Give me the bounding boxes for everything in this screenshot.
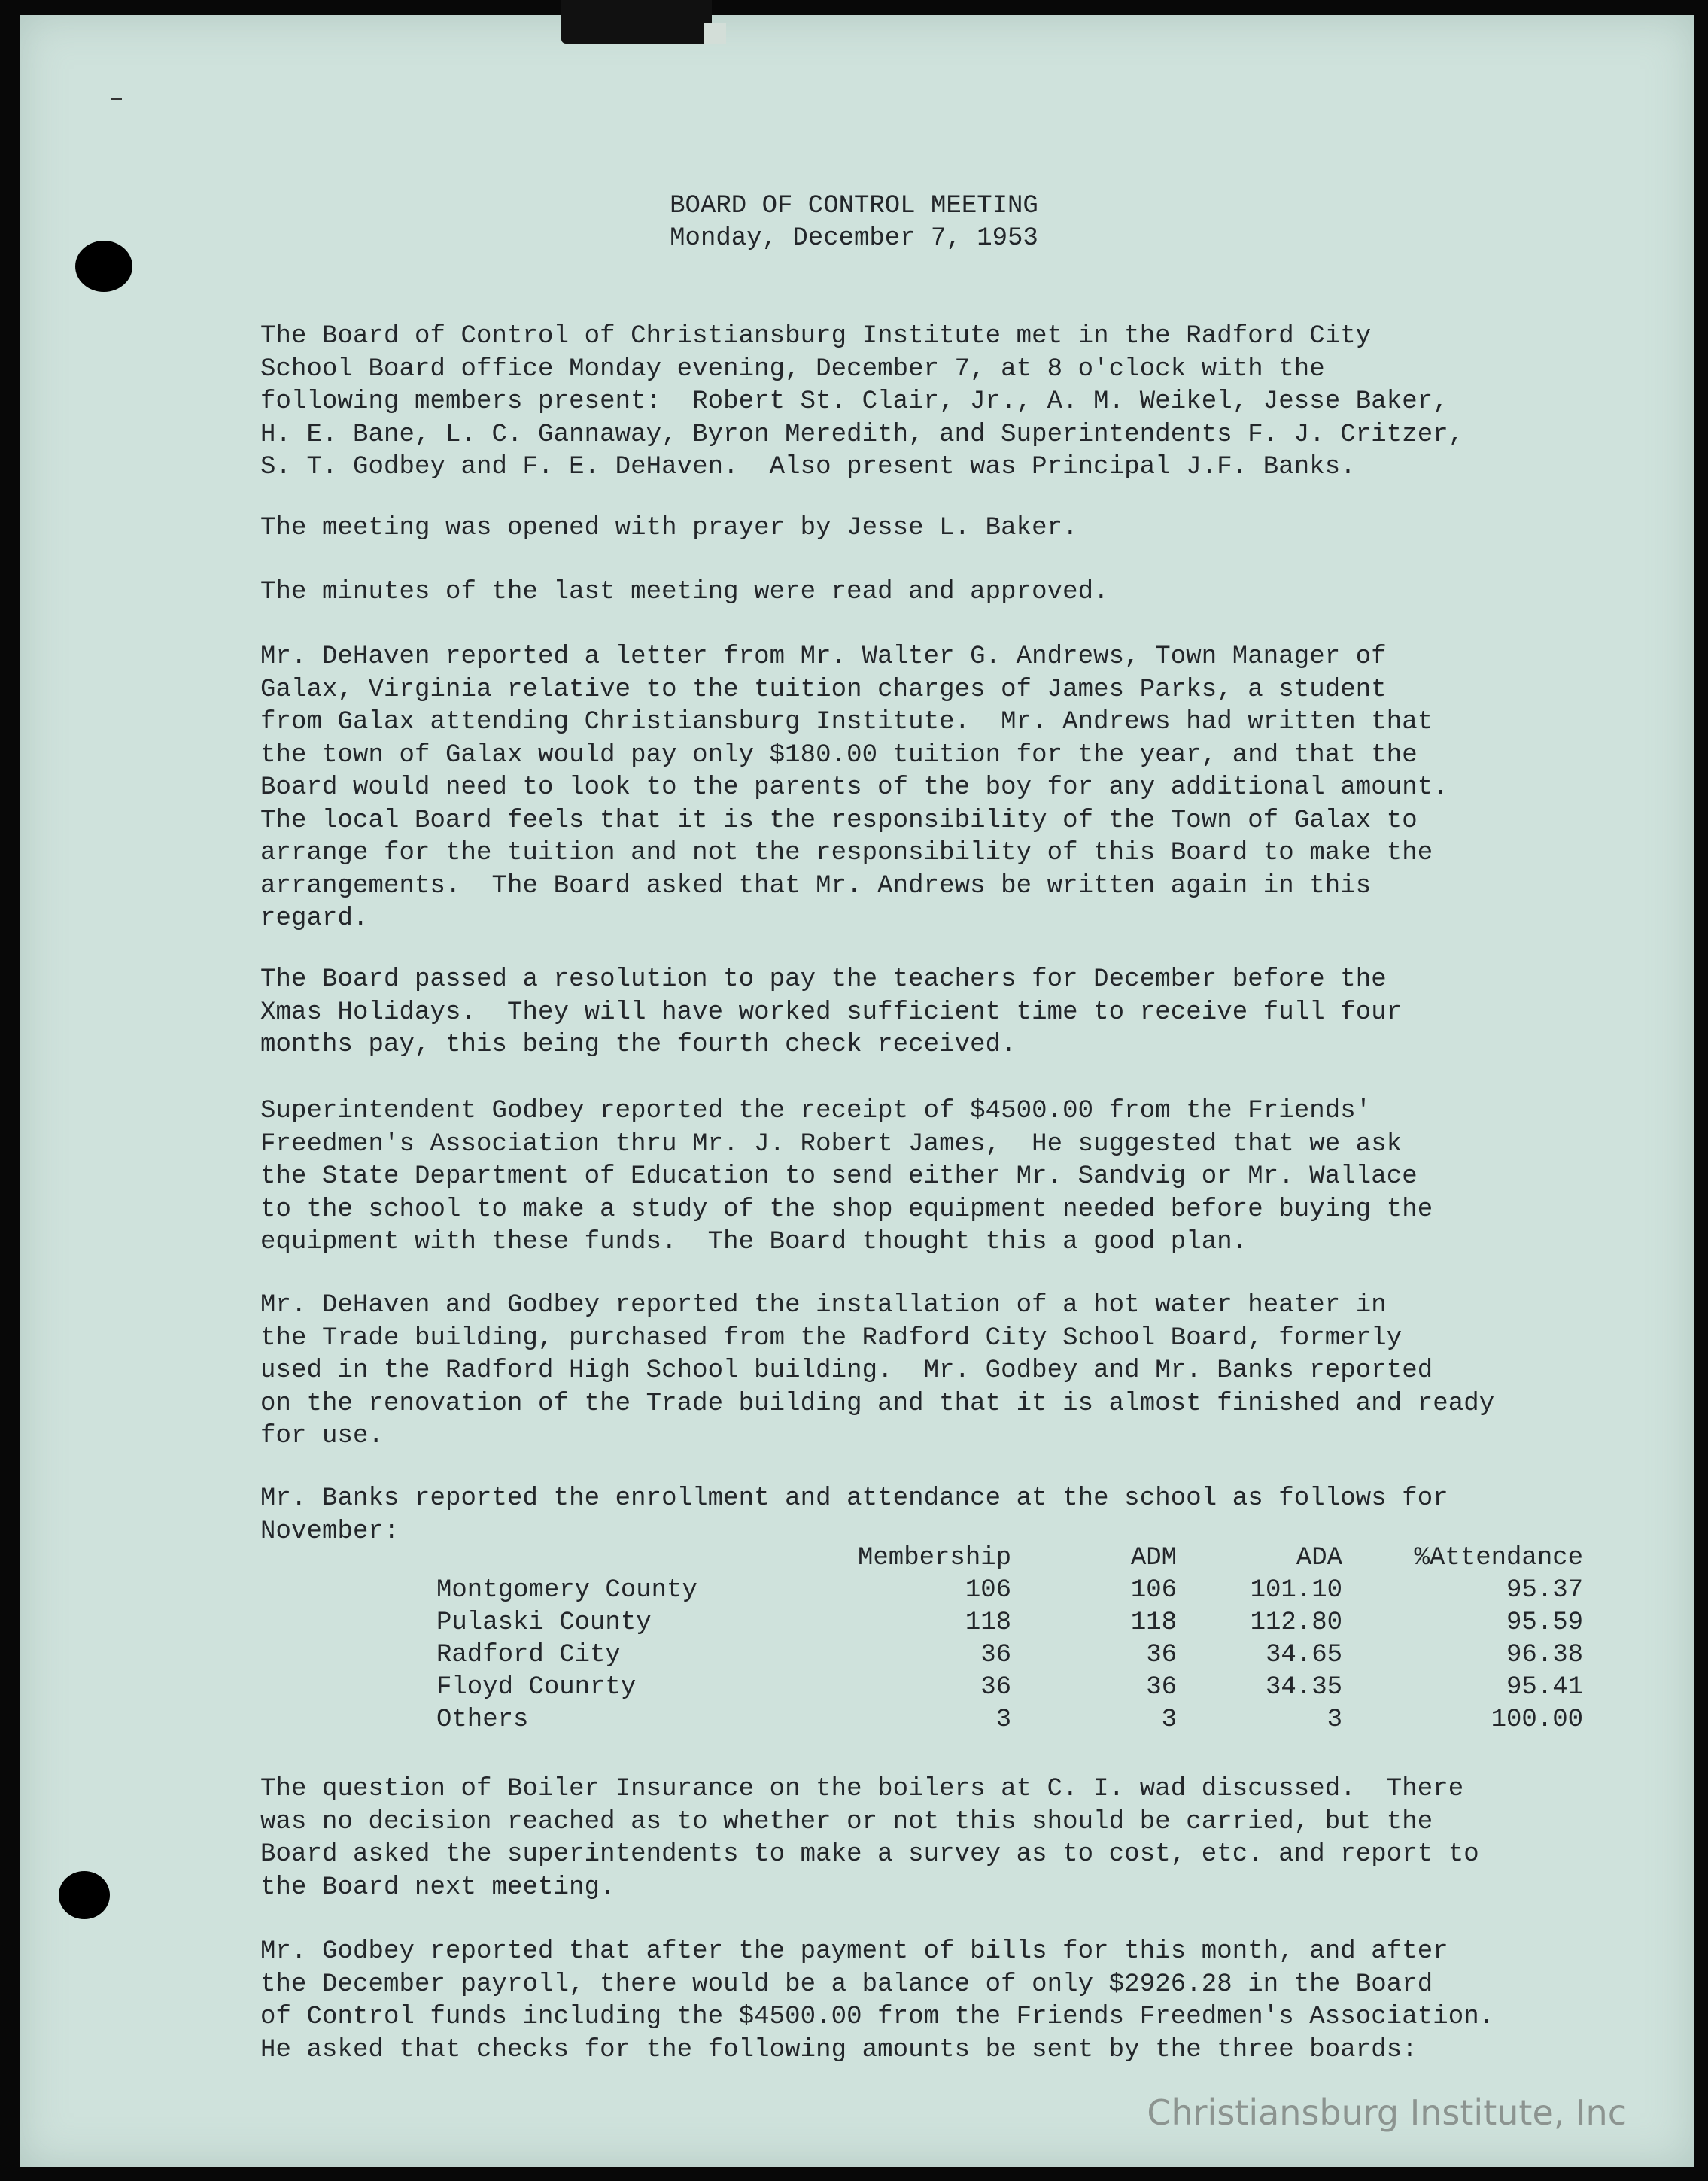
table-header-row: [436, 1542, 1583, 1574]
document-title: BOARD OF CONTROL MEETING: [670, 192, 1038, 220]
paragraph-teacher-pay: The Board passed a resolution to pay the teachers for December before the Xmas Holidays. They will have worked sufficient time to receive full four months pay, this being the fourth check received.: [260, 965, 1403, 1059]
paragraph-prayer: The meeting was opened with prayer by Jesse L. Baker.: [260, 514, 1078, 542]
enrollment-table: [436, 1542, 1583, 1736]
paragraph-attendance: The Board of Control of Christiansburg Institute met in the Radford City School Board office Monday evening, December 7, at 8 o'clock with the following members present: Robert St. Clair, Jr., A. M. Weikel, Jesse Baker, H. E. Bane, L. C. Gannaway, Byron Meredith, and Superintendents F. J. Critzer, S. T. Godbey and F. E. DeHaven. Also present was Principal J.F. Banks.: [260, 322, 1464, 481]
watermark: Christiansburg Institute, Inc: [1147, 2092, 1627, 2133]
table-cell: 3: [995, 1705, 1012, 1734]
table-cell: 95.41: [1506, 1672, 1584, 1702]
table-row: [436, 1703, 1583, 1736]
table-cell: Pulaski County: [436, 1608, 652, 1637]
paragraph-boiler-insurance: The question of Boiler Insurance on the boilers at C. I. wad discussed. There was no decision reached as to whether or not this should be carried, but the Board asked the superintendents to make a survey as to cost, etc. and report to the Board next meeting.: [260, 1775, 1479, 1902]
table-cell: 34.35: [1266, 1672, 1343, 1702]
table-cell: 106: [965, 1575, 1012, 1605]
tape-strip: [561, 0, 712, 44]
paragraph-tuition: Mr. DeHaven reported a letter from Mr. Walter G. Andrews, Town Manager of Galax, Virginia relative to the tuition charges of James Parks, a student from Galax attending Christiansburg Institute. Mr. Andrews had written that the town of Galax would pay only $180.00 tuition for the year, and that the Board would need to look to the parents of the boy for any additional amount. The local Board feels that it is the responsibility of the Town of Galax to arrange for the tuition and not the responsibility of this Board to make the arrangements. The Board asked that Mr. Andrews be written again in this regard.: [260, 642, 1448, 933]
table-row: [436, 1671, 1583, 1703]
table-cell: 95.59: [1506, 1608, 1584, 1637]
table-cell: 95.37: [1506, 1575, 1584, 1605]
table-cell: 34.65: [1266, 1640, 1343, 1669]
table-cell: 36: [980, 1672, 1012, 1702]
edge-mark: [111, 98, 122, 100]
paragraph-water-heater: Mr. DeHaven and Godbey reported the installation of a hot water heater in the Trade building, purchased from the Radford City School Board, formerly used in the Radford High School building. Mr. Godbey and Mr. Banks reported on the renovation of the Trade building and that it is almost finished and ready for use.: [260, 1291, 1495, 1450]
paragraph-enrollment-intro: Mr. Banks reported the enrollment and attendance at the school as follows for November:: [260, 1484, 1448, 1546]
table-header: %Attendance: [1414, 1543, 1584, 1572]
paragraph-freedmen-funds: Superintendent Godbey reported the receipt of $4500.00 from the Friends' Freedmen's Association thru Mr. J. Robert James, He suggested that we ask the State Department of Education to send either Mr. Sandvig or Mr. Wallace to the school to make a study of the shop equipment needed before buying the equipment with these funds. The Board thought this a good plan.: [260, 1097, 1433, 1256]
table-header: ADM: [1130, 1543, 1178, 1572]
table-header: Membership: [858, 1543, 1012, 1572]
table-cell: 96.38: [1506, 1640, 1584, 1669]
table-cell: 106: [1130, 1575, 1178, 1605]
punch-hole: [59, 1871, 110, 1919]
paragraph-minutes: The minutes of the last meeting were read and approved.: [260, 578, 1109, 606]
table-cell: 101.10: [1250, 1575, 1343, 1605]
table-cell: 118: [965, 1608, 1012, 1637]
table-header: ADA: [1296, 1543, 1343, 1572]
table-header: [436, 1542, 858, 1574]
table-cell: Others: [436, 1705, 529, 1734]
table-cell: 112.80: [1250, 1608, 1343, 1637]
table-row: [436, 1639, 1583, 1671]
document-date: Monday, December 7, 1953: [670, 224, 1038, 253]
table-cell: Floyd Counrty: [436, 1672, 637, 1702]
paragraph-balance: Mr. Godbey reported that after the payment of bills for this month, and after the December payroll, there would be a balance of only $2926.28 in the Board of Control funds including the $4500.00 from the Friends Freedmen's Association. He asked that checks for the following amounts be sent by the three boards:: [260, 1937, 1495, 2064]
table-cell: Radford City: [436, 1640, 621, 1669]
table-cell: Montgomery County: [436, 1575, 697, 1605]
table-row: [436, 1574, 1583, 1606]
table-cell: 36: [980, 1640, 1012, 1669]
table-cell: 118: [1130, 1608, 1178, 1637]
table-cell: 100.00: [1491, 1705, 1584, 1734]
paper-tab: [704, 23, 726, 44]
table-cell: 3: [1327, 1705, 1343, 1734]
table-cell: 3: [1161, 1705, 1178, 1734]
table-row: [436, 1606, 1583, 1639]
table-cell: 36: [1146, 1640, 1178, 1669]
table-cell: 36: [1146, 1672, 1178, 1702]
